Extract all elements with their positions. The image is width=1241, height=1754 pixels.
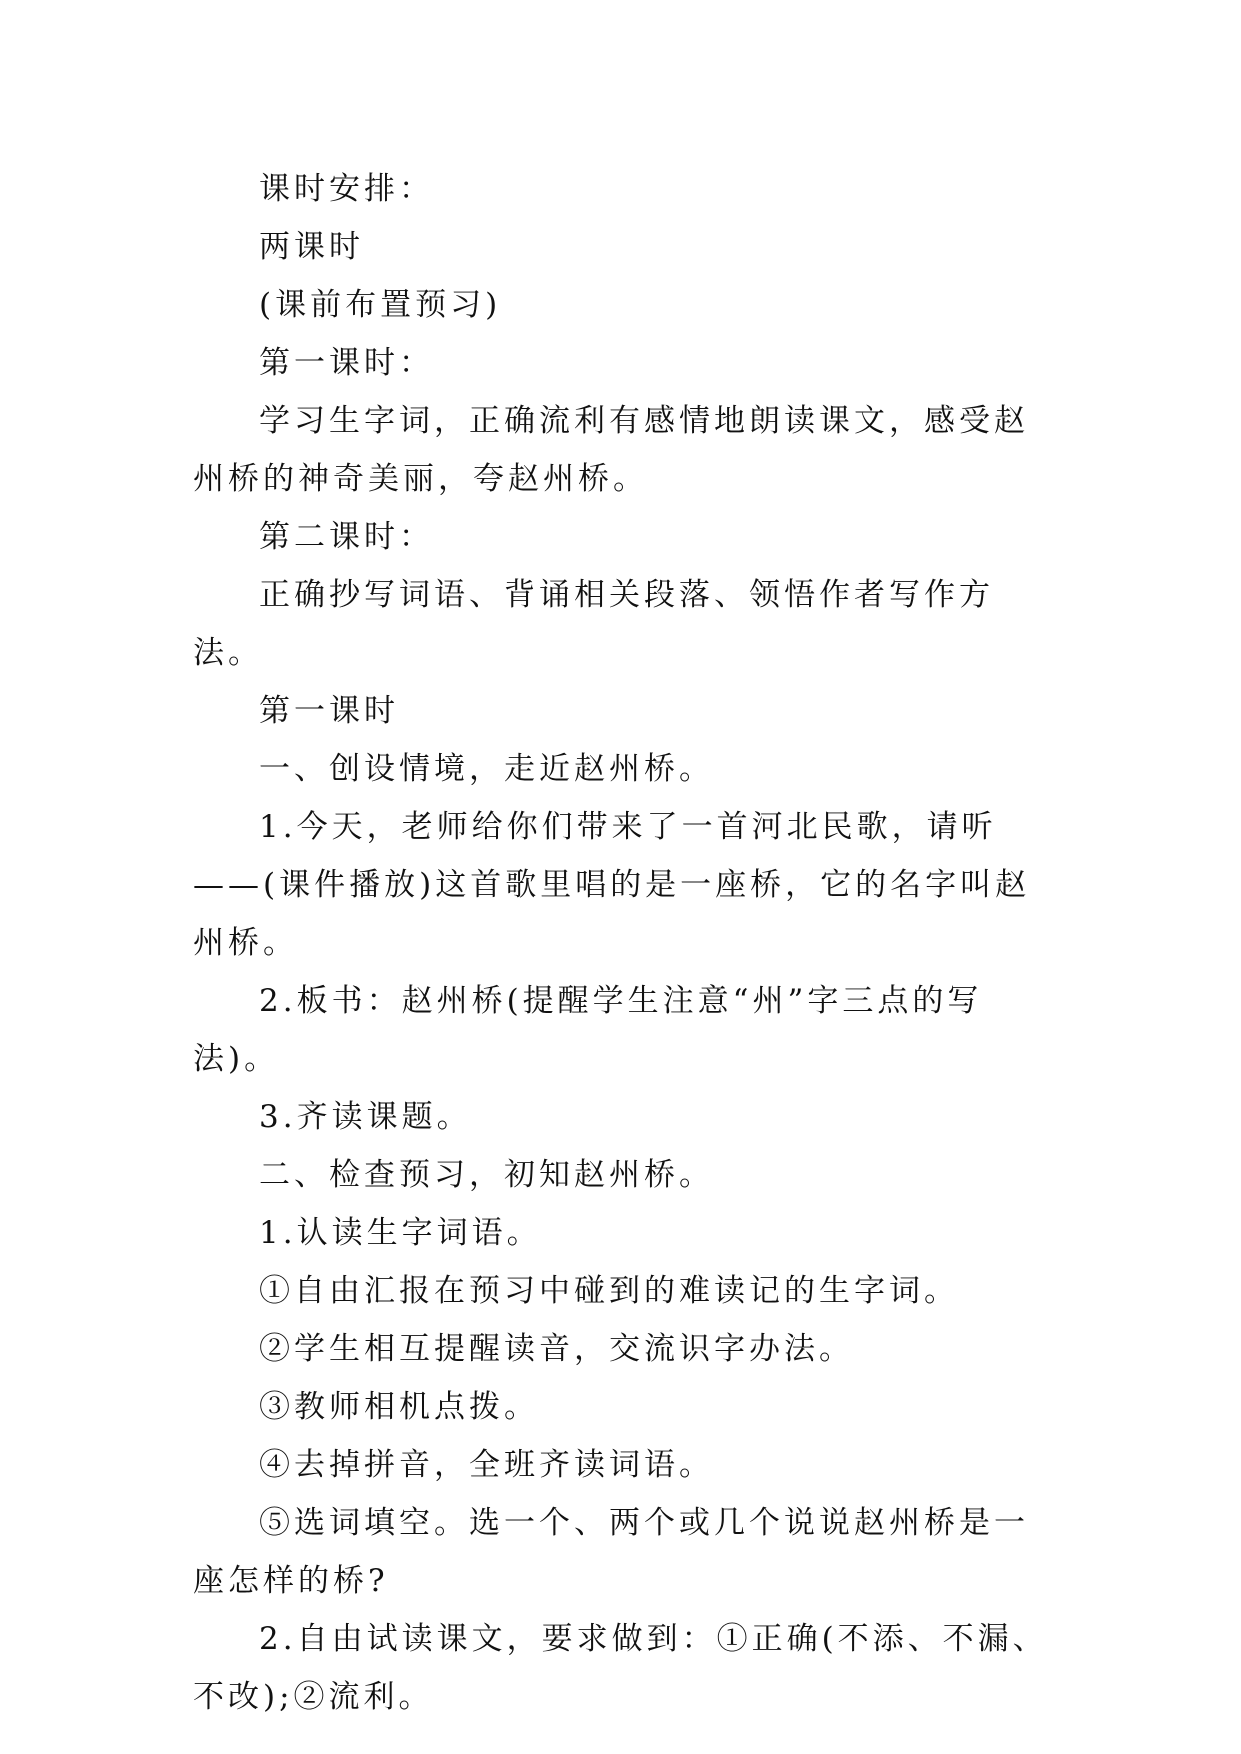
section-two-heading: 二、检查预习，初知赵州桥。 xyxy=(259,1157,714,1193)
document-body xyxy=(193,160,1063,1726)
substep-4: ④去掉拼音，全班齐读词语。 xyxy=(259,1447,714,1483)
second-lesson-goal: 正确抄写词语、背诵相关段落、领悟作者写作方法。 xyxy=(193,577,994,671)
first-lesson-heading: 第一课时： xyxy=(259,345,434,381)
section-one-heading: 一、创设情境，走近赵州桥。 xyxy=(259,751,714,787)
lesson-count: 两课时 xyxy=(259,229,364,265)
lesson-schedule-heading: 课时安排： xyxy=(259,171,434,207)
first-lesson-goal: 学习生字词，正确流利有感情地朗读课文，感受赵州桥的神奇美丽，夸赵州桥。 xyxy=(193,403,1029,497)
step-2-1: 1.认读生字词语。 xyxy=(259,1215,542,1251)
substep-2: ②学生相互提醒读音，交流识字办法。 xyxy=(259,1331,854,1367)
second-lesson-heading: 第二课时： xyxy=(259,519,434,555)
step-2-2: 2.自由试读课文，要求做到：①正确(不添、不漏、不改);②流利。 xyxy=(193,1621,1048,1715)
step-1-2: 2.板书：赵州桥(提醒学生注意“州”字三点的写法)。 xyxy=(193,983,983,1077)
preview-note: (课前布置预习) xyxy=(259,287,502,323)
first-lesson-title: 第一课时 xyxy=(259,693,399,729)
substep-3: ③教师相机点拨。 xyxy=(259,1389,539,1425)
step-1-1: 1.今天，老师给你们带来了一首河北民歌，请听——(课件播放)这首歌里唱的是一座桥，它的名字叫赵州桥。 xyxy=(193,809,1031,961)
substep-1: ①自由汇报在预习中碰到的难读记的生字词。 xyxy=(259,1273,959,1309)
substep-5: ⑤选词填空。选一个、两个或几个说说赵州桥是一座怎样的桥? xyxy=(193,1505,1029,1599)
step-1-3: 3.齐读课题。 xyxy=(259,1099,472,1135)
